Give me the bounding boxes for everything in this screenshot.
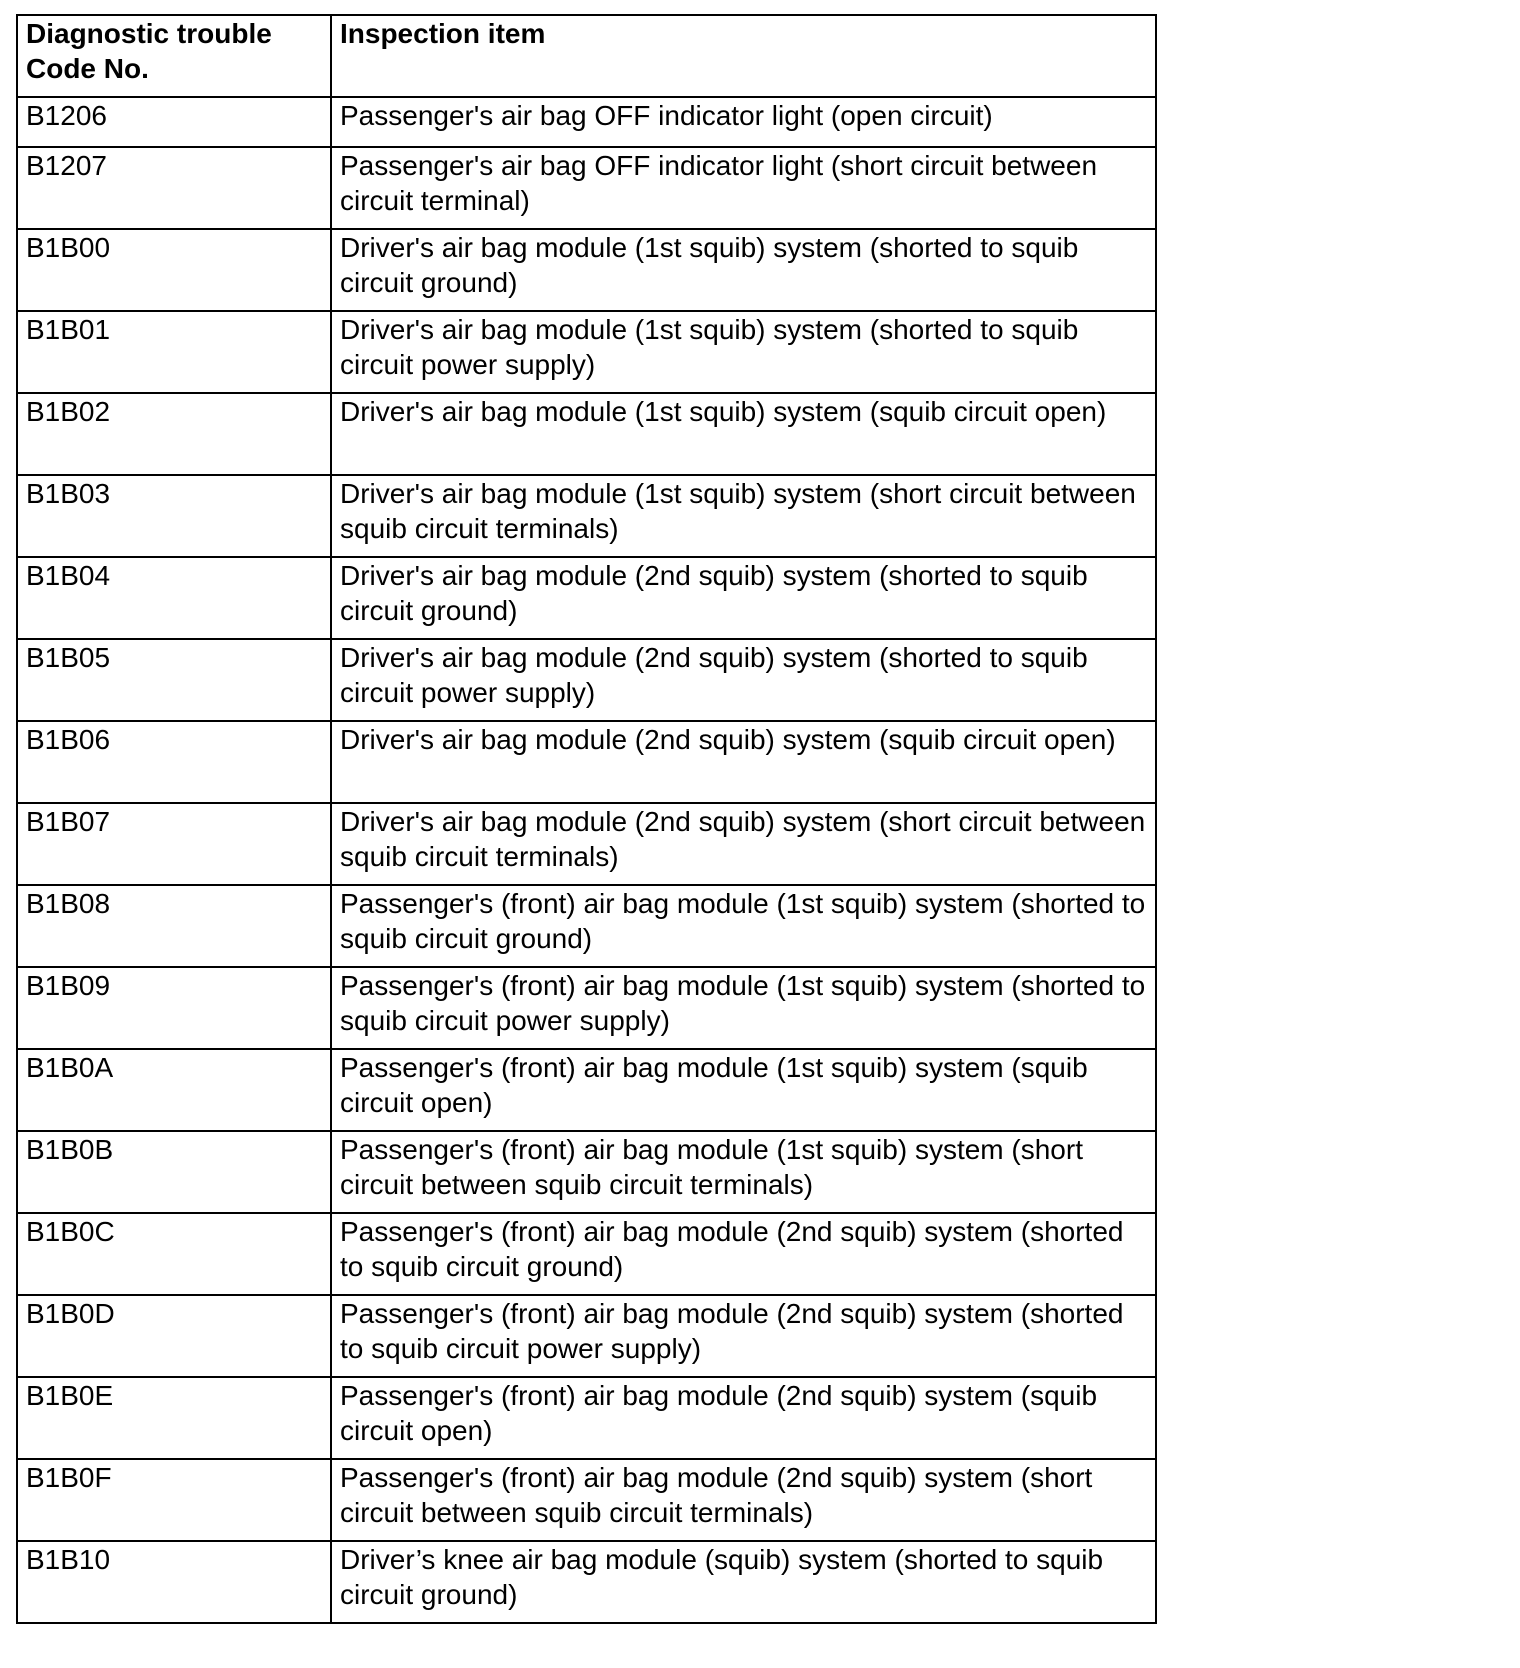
dtc-code-cell: B1B04 [17, 557, 331, 639]
table-row [17, 229, 1156, 311]
inspection-item-cell: Passenger's (front) air bag module (1st squib) system (shorted to squib circuit ground) [331, 885, 1156, 967]
dtc-table [16, 14, 1157, 1624]
table-row [17, 1295, 1156, 1377]
inspection-item-cell: Passenger's (front) air bag module (2nd squib) system (squib circuit open) [331, 1377, 1156, 1459]
table-row [17, 721, 1156, 803]
table-header-row [17, 15, 1156, 97]
dtc-code-cell: B1B0B [17, 1131, 331, 1213]
inspection-item-cell: Driver's air bag module (1st squib) system (shorted to squib circuit power supply) [331, 311, 1156, 393]
inspection-item-cell: Driver’s knee air bag module (squib) system (shorted to squib circuit ground) [331, 1541, 1156, 1623]
inspection-item-cell: Driver's air bag module (2nd squib) system (shorted to squib circuit power supply) [331, 639, 1156, 721]
dtc-code-cell: B1B0C [17, 1213, 331, 1295]
inspection-item-cell: Passenger's (front) air bag module (1st squib) system (short circuit between squib circuit terminals) [331, 1131, 1156, 1213]
header-code: Diagnostic trouble Code No. [17, 15, 331, 97]
inspection-item-cell: Passenger's (front) air bag module (1st squib) system (shorted to squib circuit power supply) [331, 967, 1156, 1049]
table-row [17, 393, 1156, 475]
dtc-code-cell: B1B0D [17, 1295, 331, 1377]
table-row [17, 639, 1156, 721]
dtc-code-cell: B1B02 [17, 393, 331, 475]
inspection-item-cell: Driver's air bag module (1st squib) system (short circuit between squib circuit terminals) [331, 475, 1156, 557]
inspection-item-cell: Driver's air bag module (2nd squib) system (short circuit between squib circuit terminals) [331, 803, 1156, 885]
table-row [17, 557, 1156, 639]
dtc-code-cell: B1B0F [17, 1459, 331, 1541]
table-row [17, 1213, 1156, 1295]
table-row [17, 1377, 1156, 1459]
dtc-code-cell: B1B03 [17, 475, 331, 557]
inspection-item-cell: Passenger's (front) air bag module (2nd squib) system (shorted to squib circuit power supply) [331, 1295, 1156, 1377]
inspection-item-cell: Passenger's air bag OFF indicator light (short circuit between circuit terminal) [331, 147, 1156, 229]
dtc-code-cell: B1B10 [17, 1541, 331, 1623]
table-row [17, 1541, 1156, 1623]
inspection-item-cell: Passenger's air bag OFF indicator light (open circuit) [331, 97, 1156, 147]
inspection-item-cell: Driver's air bag module (1st squib) system (shorted to squib circuit ground) [331, 229, 1156, 311]
dtc-code-cell: B1B0A [17, 1049, 331, 1131]
table-row [17, 97, 1156, 147]
dtc-code-cell: B1B06 [17, 721, 331, 803]
dtc-code-cell: B1B05 [17, 639, 331, 721]
dtc-code-cell: B1B01 [17, 311, 331, 393]
table-row [17, 475, 1156, 557]
table-row [17, 885, 1156, 967]
header-inspection-item: Inspection item [331, 15, 1156, 97]
inspection-item-cell: Passenger's (front) air bag module (2nd squib) system (short circuit between squib circuit terminals) [331, 1459, 1156, 1541]
table-row [17, 147, 1156, 229]
dtc-code-cell: B1B09 [17, 967, 331, 1049]
dtc-code-cell: B1B08 [17, 885, 331, 967]
table-row [17, 803, 1156, 885]
dtc-code-cell: B1B00 [17, 229, 331, 311]
table-row [17, 1459, 1156, 1541]
inspection-item-cell: Driver's air bag module (2nd squib) system (squib circuit open) [331, 721, 1156, 803]
inspection-item-cell: Driver's air bag module (2nd squib) system (shorted to squib circuit ground) [331, 557, 1156, 639]
dtc-code-cell: B1207 [17, 147, 331, 229]
table-row [17, 1049, 1156, 1131]
table-row [17, 967, 1156, 1049]
inspection-item-cell: Passenger's (front) air bag module (1st squib) system (squib circuit open) [331, 1049, 1156, 1131]
inspection-item-cell: Driver's air bag module (1st squib) system (squib circuit open) [331, 393, 1156, 475]
dtc-code-cell: B1B07 [17, 803, 331, 885]
dtc-code-cell: B1B0E [17, 1377, 331, 1459]
inspection-item-cell: Passenger's (front) air bag module (2nd squib) system (shorted to squib circuit ground) [331, 1213, 1156, 1295]
table-row [17, 1131, 1156, 1213]
dtc-code-cell: B1206 [17, 97, 331, 147]
table-row [17, 311, 1156, 393]
